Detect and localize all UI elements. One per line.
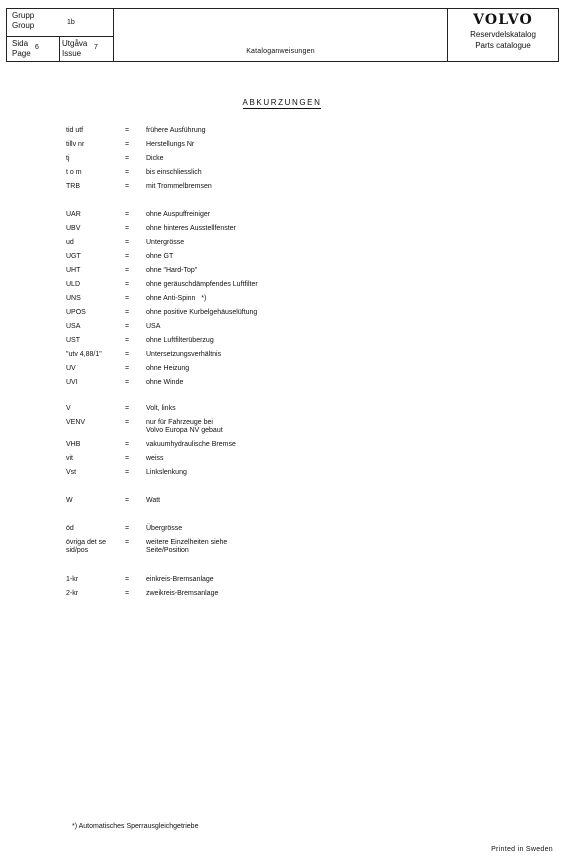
abbreviation-term: ULD [66,281,81,288]
equals-sign: = [125,141,130,148]
abbreviation-term: 2-kr [66,590,79,597]
abbreviation-definition: ohne Heizung [146,365,190,372]
section-heading-text: ABKURZUNGEN [242,98,322,107]
abbreviation-definition: USA [146,323,161,330]
equals-sign: = [125,281,130,288]
issue-value: 7 [94,44,98,51]
abbreviation-definition: vakuumhydraulische Bremse [146,441,236,448]
abbreviation-definition: ohne geräuschdämpfendes Luftfilter [146,281,258,288]
equals-sign: = [125,419,130,426]
abbreviation-definition: Herstellungs Nr [146,141,195,148]
abbreviation-term: tid utf [66,127,84,134]
equals-sign: = [125,576,130,583]
issue-label-sv: Utgåva [62,39,88,48]
equals-sign: = [125,323,130,330]
abbreviation-term: V [66,405,71,412]
abbreviation-term: UPOS [66,309,86,316]
group-value: 1b [67,19,75,26]
equals-sign: = [125,539,130,546]
abbreviation-term: UHT [66,267,81,274]
abbreviation-term: UV [66,365,76,372]
page-issue-divider [59,36,60,61]
abbreviation-definition: ohne positive Kurbelgehäuselüftung [146,309,258,316]
abbreviation-definition: mit Trommelbremsen [146,183,212,190]
abbreviation-term: UAR [66,211,81,218]
page-label-en: Page [12,49,31,58]
abbreviation-definition: frühere Ausführung [146,127,206,134]
abbreviation-term: 1-kr [66,576,79,583]
abbreviation-term: UVI [66,379,78,386]
equals-sign: = [125,239,130,246]
abbreviation-definition: nur für Fahrzeuge bei Volvo Europa NV gebaut [146,419,223,434]
equals-sign: = [125,525,130,532]
abbreviation-definition: Dicke [146,155,164,162]
abbreviation-term: t o m [66,169,82,176]
equals-sign: = [125,590,130,597]
equals-sign: = [125,455,130,462]
abbreviation-definition: ohne GT [146,253,174,260]
abbreviation-definition: Linkslenkung [146,469,187,476]
equals-sign: = [125,441,130,448]
abbreviation-definition: zweikreis-Bremsanlage [146,590,219,597]
footnote: *) Automatisches Sperrausgleichgetriebe [72,823,199,830]
abbreviation-definition: ohne "Hard-Top" [146,267,198,274]
abbreviation-term: UGT [66,253,81,260]
abbreviation-definition: Untersetzungsverhältnis [146,351,222,358]
abbreviation-definition: ohne Luftfilterüberzug [146,337,214,344]
printed-in-label: Printed in Sweden [491,846,553,853]
abbreviation-definition: ohne Winde [146,379,184,386]
catalog-name-en: Parts catalogue [475,41,531,50]
equals-sign: = [125,267,130,274]
equals-sign: = [125,469,130,476]
abbreviation-term: W [66,497,73,504]
equals-sign: = [125,337,130,344]
abbreviation-definition: Watt [146,497,161,504]
page-label-sv: Sida [12,39,29,48]
equals-sign: = [125,351,130,358]
brand-box [448,9,558,61]
equals-sign: = [125,169,130,176]
abbreviation-term: Vst [66,469,77,476]
abbreviation-term: ud [66,239,74,246]
equals-sign: = [125,405,130,412]
abbreviation-definition: einkreis-Bremsanlage [146,576,214,583]
page-issue-cell [7,36,114,61]
abbreviation-term: UST [66,337,80,344]
equals-sign: = [125,365,130,372]
abbreviation-definition: weitere Einzelheiten siehe Seite/Position [146,539,228,554]
abbreviation-term: tillv nr [66,141,85,148]
equals-sign: = [125,253,130,260]
abbreviation-term: UBV [66,225,81,232]
abbreviation-term: VHB [66,441,81,448]
abbreviation-definition: ohne Auspuffreiniger [146,211,211,218]
abbreviation-term: TRB [66,183,80,190]
section-heading [0,98,564,107]
page-value: 6 [35,44,39,51]
catalog-header [6,8,559,62]
equals-sign: = [125,155,130,162]
abbreviation-definition: Übergrösse [146,525,183,532]
equals-sign: = [125,309,130,316]
group-label-en: Group [12,21,35,30]
header-title-box [114,9,448,61]
abbreviation-term: öd [66,525,74,532]
abbreviation-term: USA [66,323,81,330]
abbreviation-definition: Volt, links [146,405,176,412]
equals-sign: = [125,379,130,386]
equals-sign: = [125,497,130,504]
header-meta-box [7,9,114,61]
abbreviation-definition: weiss [146,455,164,462]
abbreviation-term: VENV [66,419,86,426]
abbreviation-definition: ohne Anti-Spinn *) [146,295,207,302]
abbreviation-term: tj [66,155,70,162]
abbreviation-definition: Untergrösse [146,239,185,246]
abbreviation-term: UNS [66,295,81,302]
abbreviation-term: övriga det se sid/pos [66,539,107,554]
catalog-name-sv: Reservdelskatalog [470,30,536,39]
abbreviation-term: vit [66,455,73,462]
equals-sign: = [125,183,130,190]
abbreviation-term: "utv 4,88/1" [66,351,102,358]
abbreviation-definition: bis einschliesslich [146,169,202,176]
page-title: Kataloganweisungen [246,48,315,55]
issue-label-en: Issue [62,49,82,58]
abbreviation-definition: ohne hinteres Ausstellfenster [146,225,236,232]
equals-sign: = [125,211,130,218]
group-cell [7,9,114,37]
equals-sign: = [125,127,130,134]
equals-sign: = [125,295,130,302]
volvo-logo: VOLVO [473,12,533,28]
group-label-sv: Grupp [12,11,35,20]
equals-sign: = [125,225,130,232]
